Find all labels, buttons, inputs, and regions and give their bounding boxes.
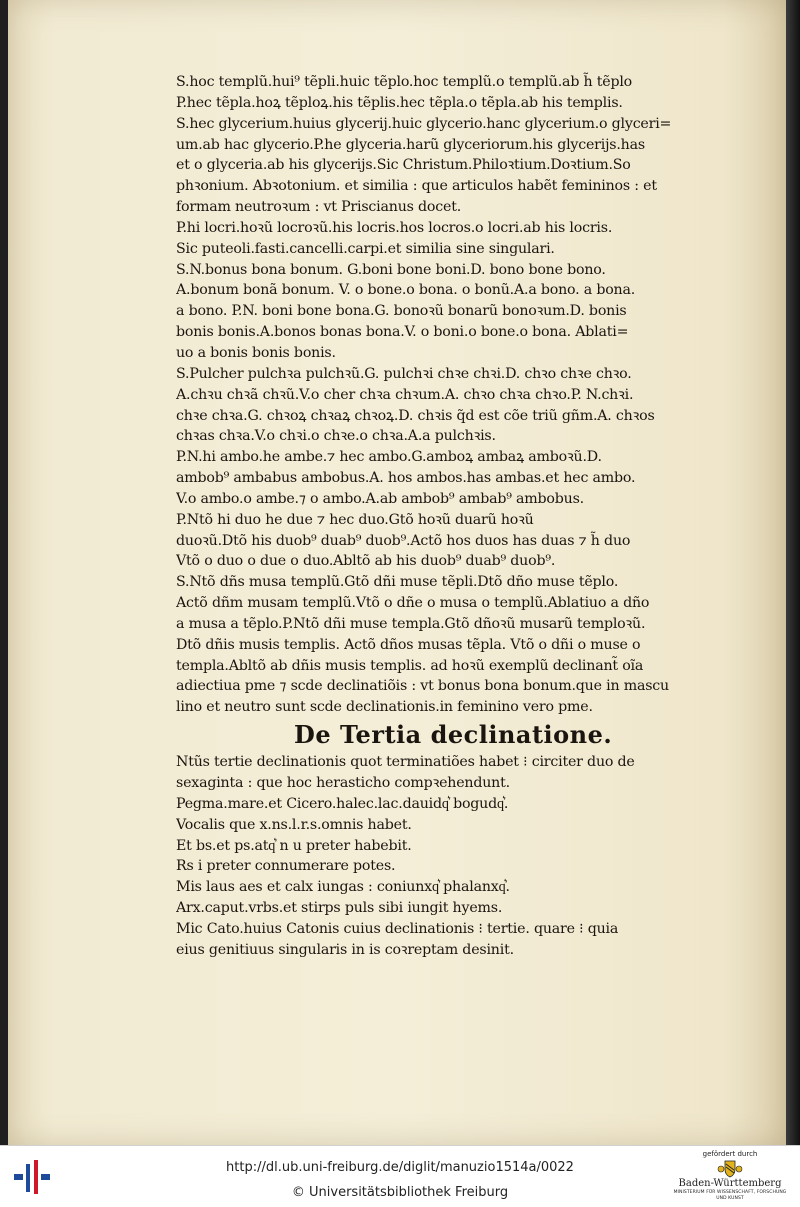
- text-line: Mis laus aes et calx iungas : coniunxq͛ phalanxq͛.: [176, 879, 510, 896]
- page-text: [176, 72, 771, 961]
- text-line: eius genitiuus singularis in is coꝛreptam desinit.: [176, 941, 514, 958]
- text-line: a bono. P.N. boni bone bona.G. bonoꝛũ bonarũ bonoꝛum.D. bonis: [176, 303, 627, 320]
- sponsor-name: Baden-Württemberg: [678, 1178, 782, 1189]
- text-line: bonis bonis.A.bonos bonas bona.V. o boni.o bone.o bona. Ablati=: [176, 324, 629, 341]
- text-line: P.hec tẽpla.hoꝝ tẽploꝝ.his tẽplis.hec tẽpla.o tẽpla.ab his templis.: [176, 94, 623, 111]
- text-line: Pegma.mare.et Cicero.halec.lac.dauidq͛ bogudq͛.: [176, 795, 509, 812]
- text-line: chꝛe chꝛa.G. chꝛoꝝ chꝛaꝝ chꝛoꝝ.D. chꝛis q̃d est cõe triũ gñm.A. chꝛos: [176, 407, 655, 424]
- text-line: Ntũs tertie declinationis quot terminatiões habet ⁝ circiter duo de: [176, 754, 635, 771]
- copyright-notice: © Universitätsbibliothek Freiburg: [291, 1185, 509, 1200]
- text-line: S.N.bonus bona bonum. G.boni bone boni.D. bono bone bono.: [176, 261, 606, 278]
- text-line: Actõ dñm musam templũ.Vtõ o dñe o musa o templũ.Ablatiuo a dño: [176, 595, 650, 612]
- text-line: Arx.caput.vrbs.et stirps puls sibi iungit hyems.: [176, 900, 503, 917]
- text-line: uo a bonis bonis bonis.: [176, 344, 336, 361]
- book-page: [8, 0, 786, 1145]
- text-line: A.chꝛu chꝛã chꝛũ.V.o cher chꝛa chꝛum.A. chꝛo chꝛa chꝛo.P. N.chꝛi.: [176, 386, 634, 403]
- coat-of-arms-icon: [717, 1160, 743, 1178]
- section-heading: De Tertia declinatione.: [294, 720, 613, 750]
- viewer-footer: [0, 1145, 800, 1207]
- text-line: Et bs.et ps.atq͛ n u preter habebit.: [176, 837, 412, 854]
- text-line: Rs i preter connumerare potes.: [176, 858, 396, 875]
- text-line: um.ab hac glycerio.P.he glyceria.harũ glyceriorum.his glycerijs.has: [176, 136, 645, 153]
- text-line: et o glyceria.ab his glycerijs.Sic Christum.Philoꝛtium.Doꝛtium.So: [176, 157, 631, 174]
- text-line: P.N.hi ambo.he ambe.⁊ hec ambo.G.amboꝝ ambaꝝ amboꝛũ.D.: [176, 449, 602, 466]
- text-line: duoꝛũ.Dtõ his duob⁹ duab⁹ duob⁹.Actõ hos duos has duas ⁊ h̃ duo: [176, 532, 631, 549]
- text-line: a musa a tẽplo.P.Ntõ dñi muse templa.Gtõ dñoꝛũ musarũ temploꝛũ.: [176, 615, 646, 632]
- sponsor-line: gefördert durch: [702, 1150, 758, 1158]
- text-line: S.Pulcher pulchꝛa pulchꝛũ.G. pulchꝛi chꝛe chꝛi.D. chꝛo chꝛe chꝛo.: [176, 365, 632, 382]
- text-line: sexaginta : que hoc herasticho compꝛehendunt.: [176, 775, 510, 791]
- text-line: Mic Cato.huius Catonis cuius declinationis ⁝ tertie. quare ⁝ quia: [176, 920, 619, 937]
- text-line: S.hec glycerium.huius glycerij.huic glycerio.hanc glycerium.o glyceri=: [176, 115, 672, 132]
- text-line: P.Ntõ hi duo he due ⁊ hec duo.Gtõ hoꝛũ duarũ hoꝛũ: [176, 511, 534, 528]
- document-url[interactable]: http://dl.ub.uni-freiburg.de/diglit/manuzio1514a/0022: [226, 1160, 574, 1175]
- sponsor-block: [670, 1150, 790, 1202]
- text-line: S.Ntõ dñs musa templũ.Gtõ dñi muse tẽpli.Dtõ dño muse tẽplo.: [176, 574, 619, 591]
- text-line: templa.Abltõ ab dñis musis templis. ad hoꝛũ exemplũ declinant̃ oĩa: [176, 657, 644, 674]
- text-line: Sic puteoli.fasti.cancelli.carpi.et similia sine singulari.: [176, 240, 555, 257]
- text-line: Vocalis que x.ns.l.r.s.omnis habet.: [176, 816, 412, 833]
- text-line: Dtõ dñis musis templis. Actõ dños musas tẽpla. Vtõ o dñi o muse o: [176, 636, 641, 653]
- sponsor-ministry: MINISTERIUM FÜR WISSENSCHAFT, FORSCHUNG UND KUNST: [673, 1190, 787, 1201]
- text-line: A.bonum bonã bonum. V. o bone.o bona. o bonũ.A.a bono. a bona.: [176, 282, 636, 299]
- text-line: V.o ambo.o ambe.⁊ o ambo.A.ab ambob⁹ ambab⁹ ambobus.: [176, 490, 584, 507]
- text-line: P.hi locri.hoꝛũ locroꝛũ.his locris.hos locros.o locri.ab his locris.: [176, 219, 613, 236]
- text-line: Vtõ o duo o due o duo.Abltõ ab his duob⁹ duab⁹ duob⁹.: [176, 553, 556, 570]
- text-line: formam neutroꝛum : vt Priscianus docet.: [176, 199, 462, 216]
- text-line: ambob⁹ ambabus ambobus.A. hos ambos.has ambas.et hec ambo.: [176, 470, 636, 487]
- text-line: lino et neutro sunt scde declinationis.in feminino vero pme.: [176, 699, 593, 716]
- text-line: S.hoc templũ.hui⁹ tẽpli.huic tẽplo.hoc templũ.o templũ.ab h̃ tẽplo: [176, 74, 633, 90]
- text-line: chꝛas chꝛa.V.o chꝛi.o chꝛe.o chꝛa.A.a pulchꝛis.: [176, 428, 496, 445]
- text-line: phꝛonium. Abꝛotonium. et similia : que articulos habẽt femininos : et: [176, 178, 657, 195]
- book-edge: [786, 0, 800, 1145]
- text-line: adiectiua pme ⁊ scde declinatiõis : vt bonus bona bonum.que in mascu: [176, 678, 669, 695]
